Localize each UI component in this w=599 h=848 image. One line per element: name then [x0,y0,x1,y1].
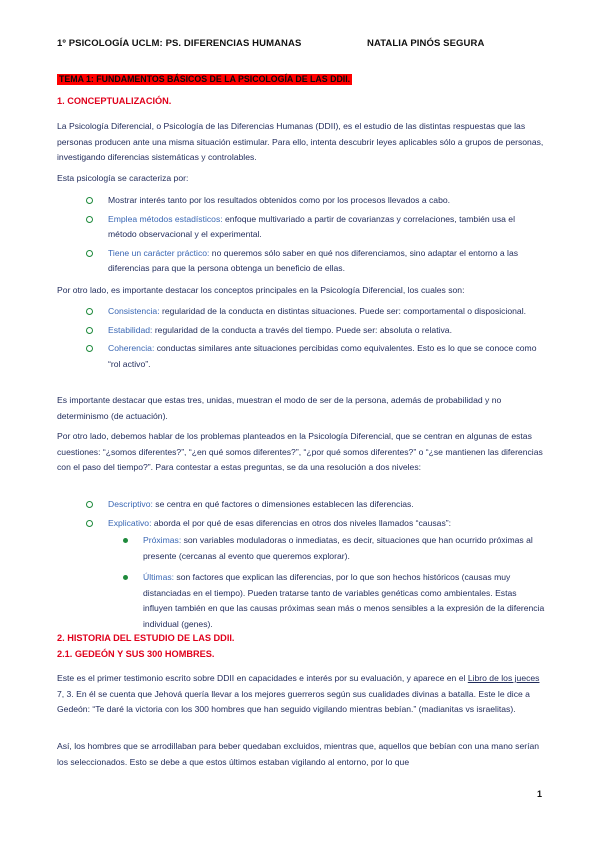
bullet-icon [86,216,93,223]
list-item: Consistencia: regularidad de la conducta en distintas situaciones. Puede ser: comportamental o disposicional. [108,304,545,320]
bullet-icon [86,327,93,334]
gedeon-paragraph: Este es el primer testimonio escrito sobre DDII en capacidades e interés por su evaluación, y aparece en el Libro de los jueces 7, 3. En él se cuenta que Jehová quería llevar a los mejores guerreros según sus cualidades divinas a batalla. Este le dice a Gedeón: “Te daré la victoria con los 300 hombres que han seguido vigilando mientras bebían.” (madianitas vs israelitas). [57,673,540,714]
header-course: 1º PSICOLOGÍA UCLM: PS. DIFERENCIAS HUMANAS [57,38,302,49]
page-number: 1 [537,789,543,799]
concepts-intro: Por otro lado, es importante destacar los conceptos principales en la Psicología Diferencial, los cuales son: [57,285,465,295]
bullet-icon [123,575,128,580]
causes-list [143,533,545,632]
list-item: Estabilidad: regularidad de la conducta a través del tiempo. Puede ser: absoluta o relativa. [108,323,545,339]
bullet-icon [86,250,93,257]
summary-paragraph: Es importante destacar que estas tres, unidas, muestran el modo de ser de la persona, además de probabilidad y no determinismo (de actuación). [57,395,502,421]
bullet-icon [123,538,128,543]
list-item: Últimas: son factores que explican las diferencias, por lo que son hechos históricos (causas muy distanciadas en el tiempo). Pueden tratarse tanto de variables genéticas como ambientales. Estas influyen también en que las causas próximas sean más o menos sensibles a la expresión de la diferencia individual (genes). [143,570,545,632]
list-item: Descriptivo: se centra en qué factores o dimensiones establecen las diferencias. [108,497,545,513]
bullet-icon [86,197,93,204]
characteristics-list [108,193,545,277]
characteristics-intro: Esta psicología se caracteriza por: [57,173,189,183]
problems-paragraph: Por otro lado, debemos hablar de los problemas planteados en la Psicología Diferencial, que se centran en algunas de estas cuestiones: “¿somos diferentes?”, “¿en qué somos diferentes?”, “¿por qué somos diferentes?” o “¿se mantienen las diferencias con el paso del tiempo?”. Para contestar a estas preguntas, se da una resolución a dos niveles: [57,431,543,472]
section-heading-2: 2. HISTORIA DEL ESTUDIO DE LAS DDII. [57,633,235,643]
list-item: Mostrar interés tanto por los resultados obtenidos como por los procesos llevados a cabo. [108,193,545,209]
levels-list [108,497,545,531]
topic-title: TEMA 1: FUNDAMENTOS BÁSICOS DE LA PSICOLOGÍA DE LAS DDII. [59,74,351,84]
bullet-icon [86,308,93,315]
intro-paragraph: La Psicología Diferencial, o Psicología de las Diferencias Humanas (DDII), es el estudio de las distintas respuestas que las personas producen ante una misma situación estimular. Para ello, intenta descubrir leyes aplicables sólo a grupos de personas, investigando diferencias sistemáticas y controlables. [57,121,544,162]
book-reference: Libro de los jueces [467,673,540,683]
selection-paragraph: Así, los hombres que se arrodillaban para beber quedaban excluidos, mientras que, aquellos que bebían con una mano serían los seleccionados. Esto se debe a que estos últimos estaban vigilando al entorno, por lo que [57,741,540,767]
list-item: Explicativo: aborda el por qué de esas diferencias en otros dos niveles llamados “causas”: [108,516,545,532]
list-item: Tiene un carácter práctico: no queremos sólo saber en qué nos diferenciamos, sino adaptar el entorno a las diferencias para que la persona obtenga un beneficio de ellas. [108,246,545,277]
bullet-icon [86,345,93,352]
bullet-icon [86,501,93,508]
concepts-list [108,304,545,372]
bullet-icon [86,520,93,527]
list-item: Próximas: son variables moduladoras o inmediatas, es decir, situaciones que han ocurrido próximas al presente (cercanas al evento que queremos explorar). [143,533,545,564]
subsection-heading-2-1: 2.1. GEDEÓN Y SUS 300 HOMBRES. [57,649,215,659]
header-author: NATALIA PINÓS SEGURA [367,38,485,49]
section-heading-1: 1. CONCEPTUALIZACIÓN. [57,96,172,106]
list-item: Coherencia: conductas similares ante situaciones percibidas como equivalentes. Esto es lo que se conoce como “rol activo”. [108,341,545,372]
list-item: Emplea métodos estadísticos: enfoque multivariado a partir de covarianzas y correlaciones, también usa el método observacional y el experimental. [108,212,545,243]
